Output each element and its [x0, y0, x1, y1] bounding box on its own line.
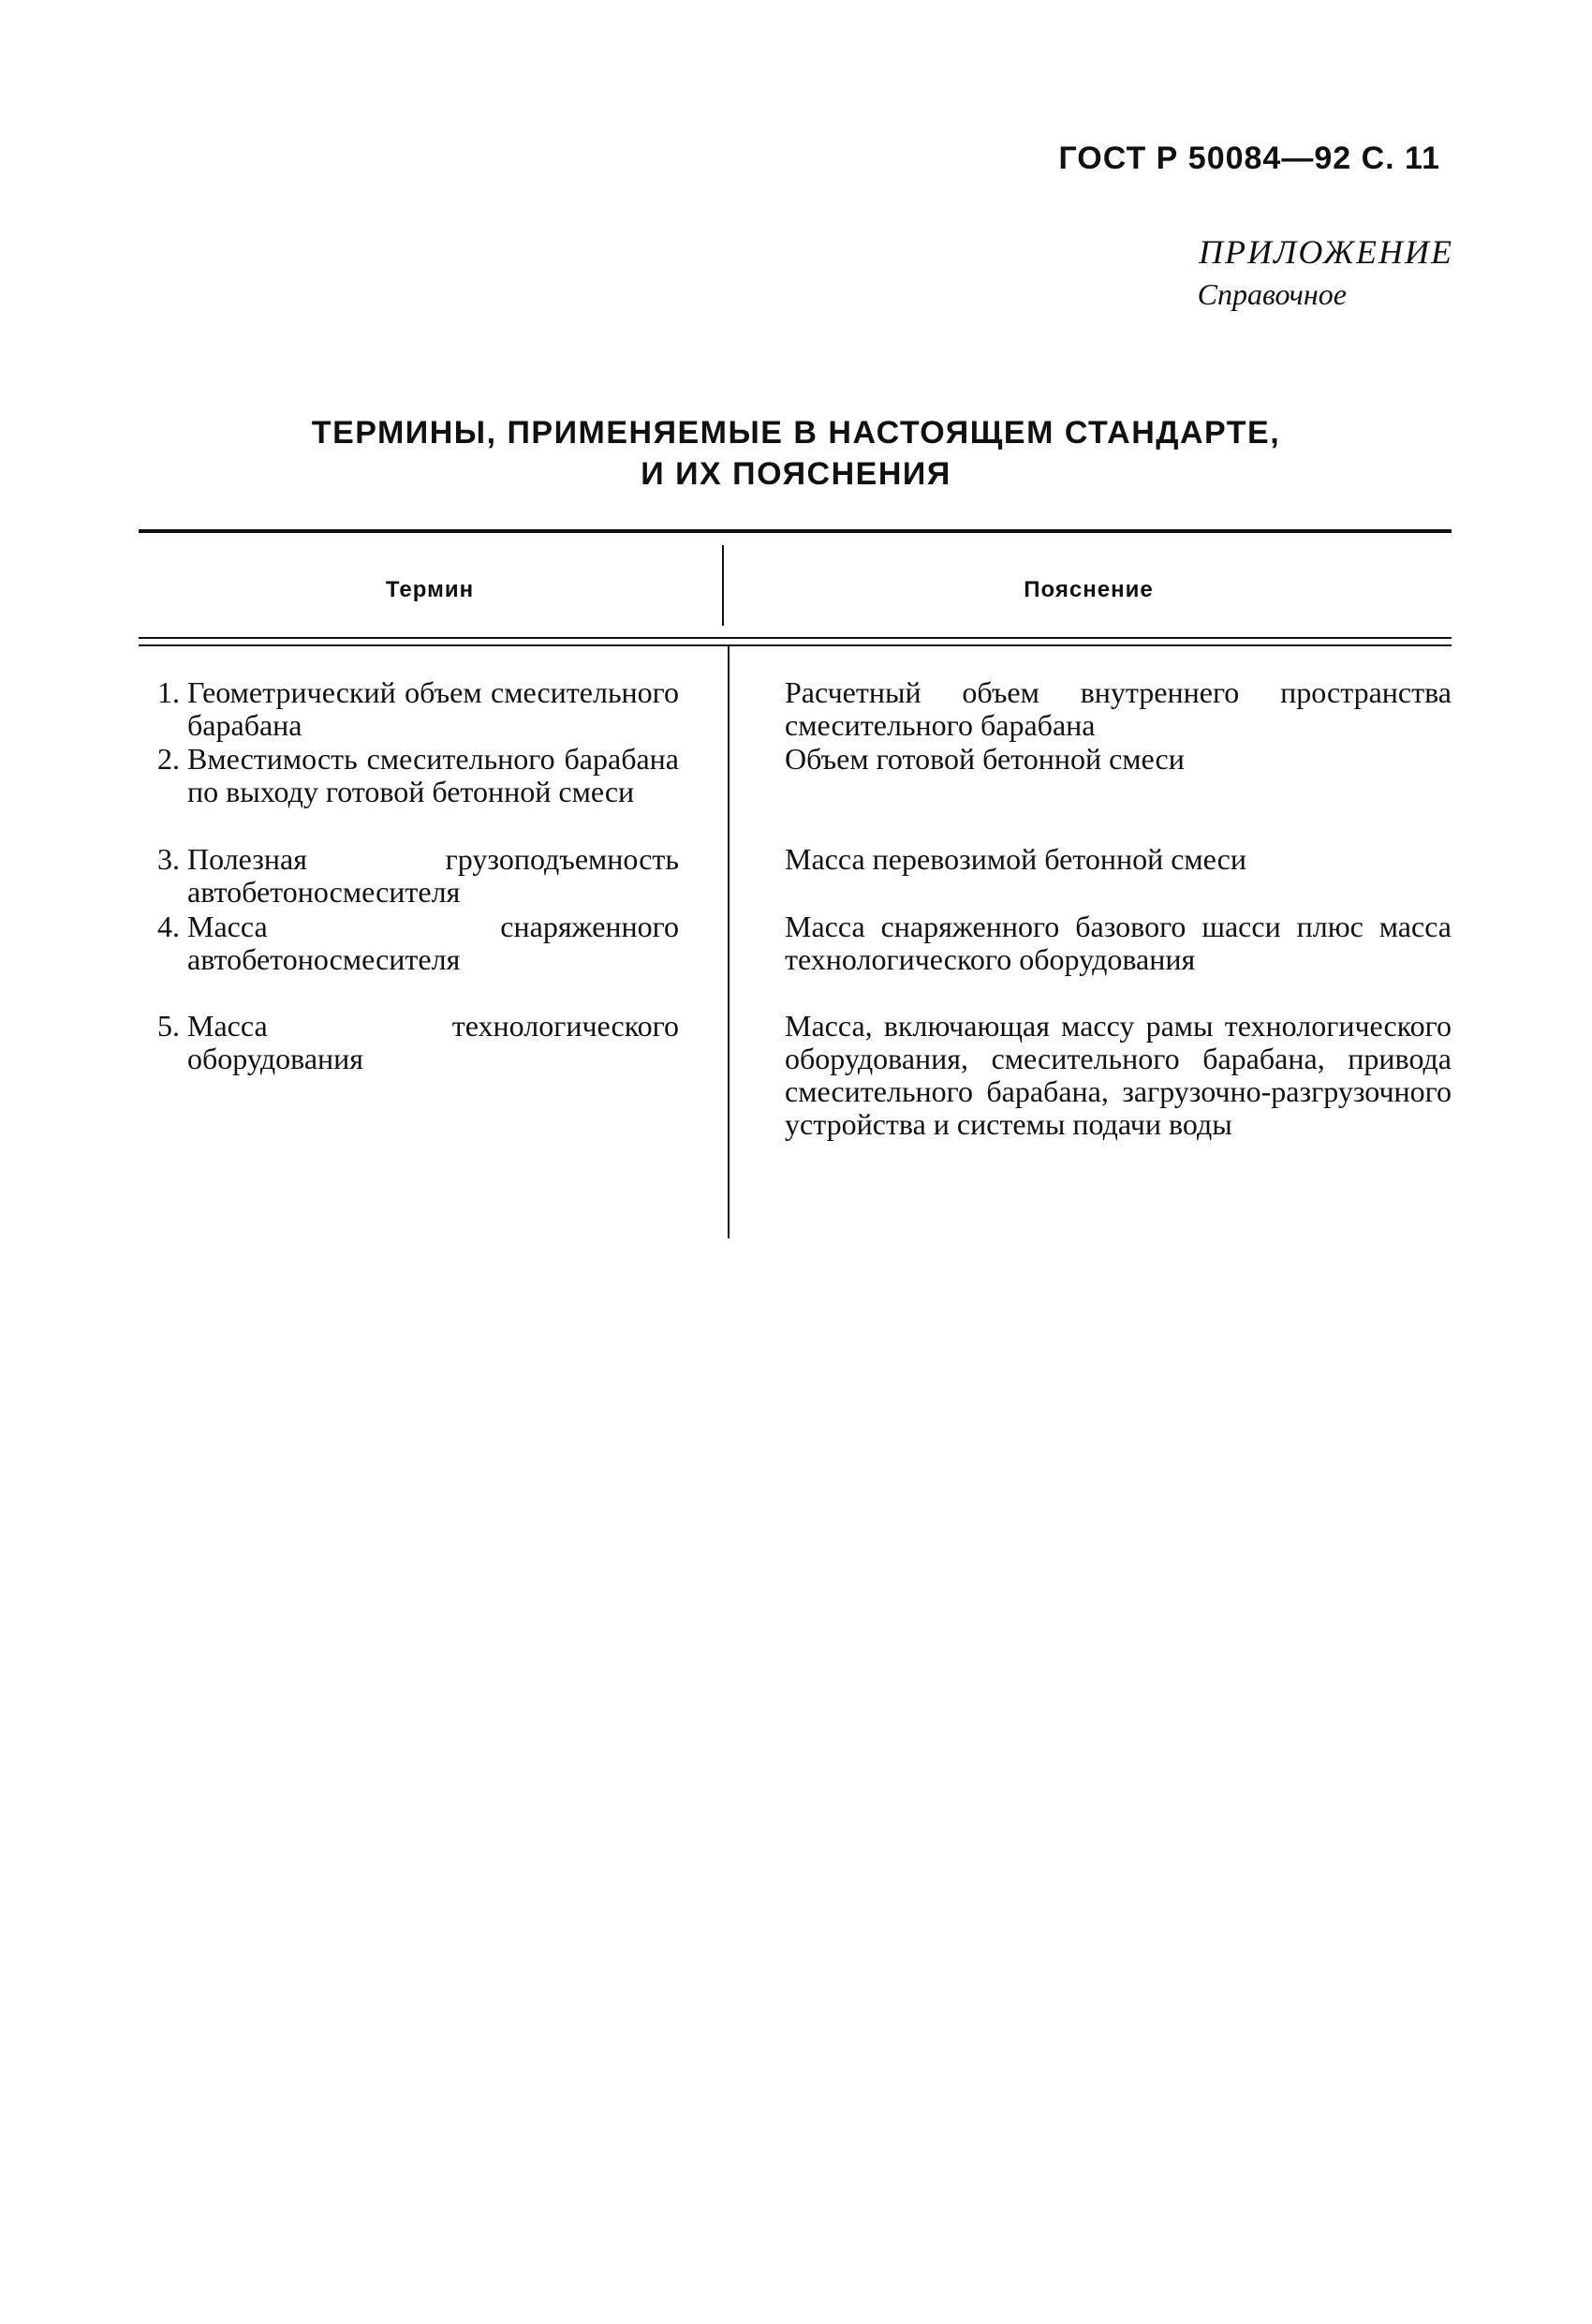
table-top-rule — [139, 529, 1452, 533]
header-bottom-rule — [139, 637, 1452, 639]
term-number: 2. — [157, 742, 180, 776]
title-line-1: ТЕРМИНЫ, ПРИМЕНЯЕМЫЕ В НАСТОЯЩЕМ СТАНДАРТЕ, — [311, 415, 1281, 451]
term-number: 5. — [157, 1009, 180, 1043]
term-text: Масса технологического оборудования — [187, 1009, 679, 1075]
table-row-term — [140, 910, 679, 976]
term-text: Масса снаряженного автобетоносмесителя — [187, 910, 679, 976]
term-number: 4. — [157, 910, 180, 943]
body-column-divider — [728, 646, 730, 1238]
table-row-term — [140, 1010, 679, 1075]
header-bottom-rule-double — [139, 644, 1452, 646]
term-text: Вместимость смесительного барабана по выходу готовой бетонной смеси — [187, 742, 679, 808]
term-number: 1. — [157, 675, 180, 709]
term-text: Геометрический объем смесительного барабана — [187, 675, 679, 742]
header-column-divider — [722, 545, 724, 626]
appendix-label: ПРИЛОЖЕНИЕ — [1199, 233, 1453, 271]
column-header-term: Термин — [385, 577, 475, 602]
page-header: ГОСТ Р 50084—92 С. 11 — [1058, 141, 1440, 176]
document-title — [140, 412, 1452, 495]
table-row-term — [140, 843, 679, 909]
table-row-explanation: Масса снаряженного базового шасси плюс масса технологического оборудования — [785, 910, 1452, 976]
table-row-term — [140, 743, 679, 808]
column-header-explanation: Пояснение — [1024, 577, 1154, 602]
table-row-explanation: Масса, включающая массу рамы технологического оборудования, смесительного барабана, привода смесительного барабана, загрузочно-разгрузочного устройства и системы подачи воды — [785, 1009, 1452, 1141]
title-line-2: И ИХ ПОЯСНЕНИЯ — [641, 456, 951, 492]
table-row-term — [140, 676, 679, 742]
term-text: Полезная грузоподъемность автобетоносмесителя — [187, 842, 679, 909]
appendix-type: Справочное — [1197, 277, 1347, 311]
term-number: 3. — [157, 842, 180, 876]
table-row-explanation: Расчетный объем внутреннего пространства смесительного барабана — [785, 675, 1452, 742]
table-row-explanation: Объем готовой бетонной смеси — [785, 742, 1185, 776]
table-row-explanation: Масса перевозимой бетонной смеси — [785, 842, 1246, 876]
